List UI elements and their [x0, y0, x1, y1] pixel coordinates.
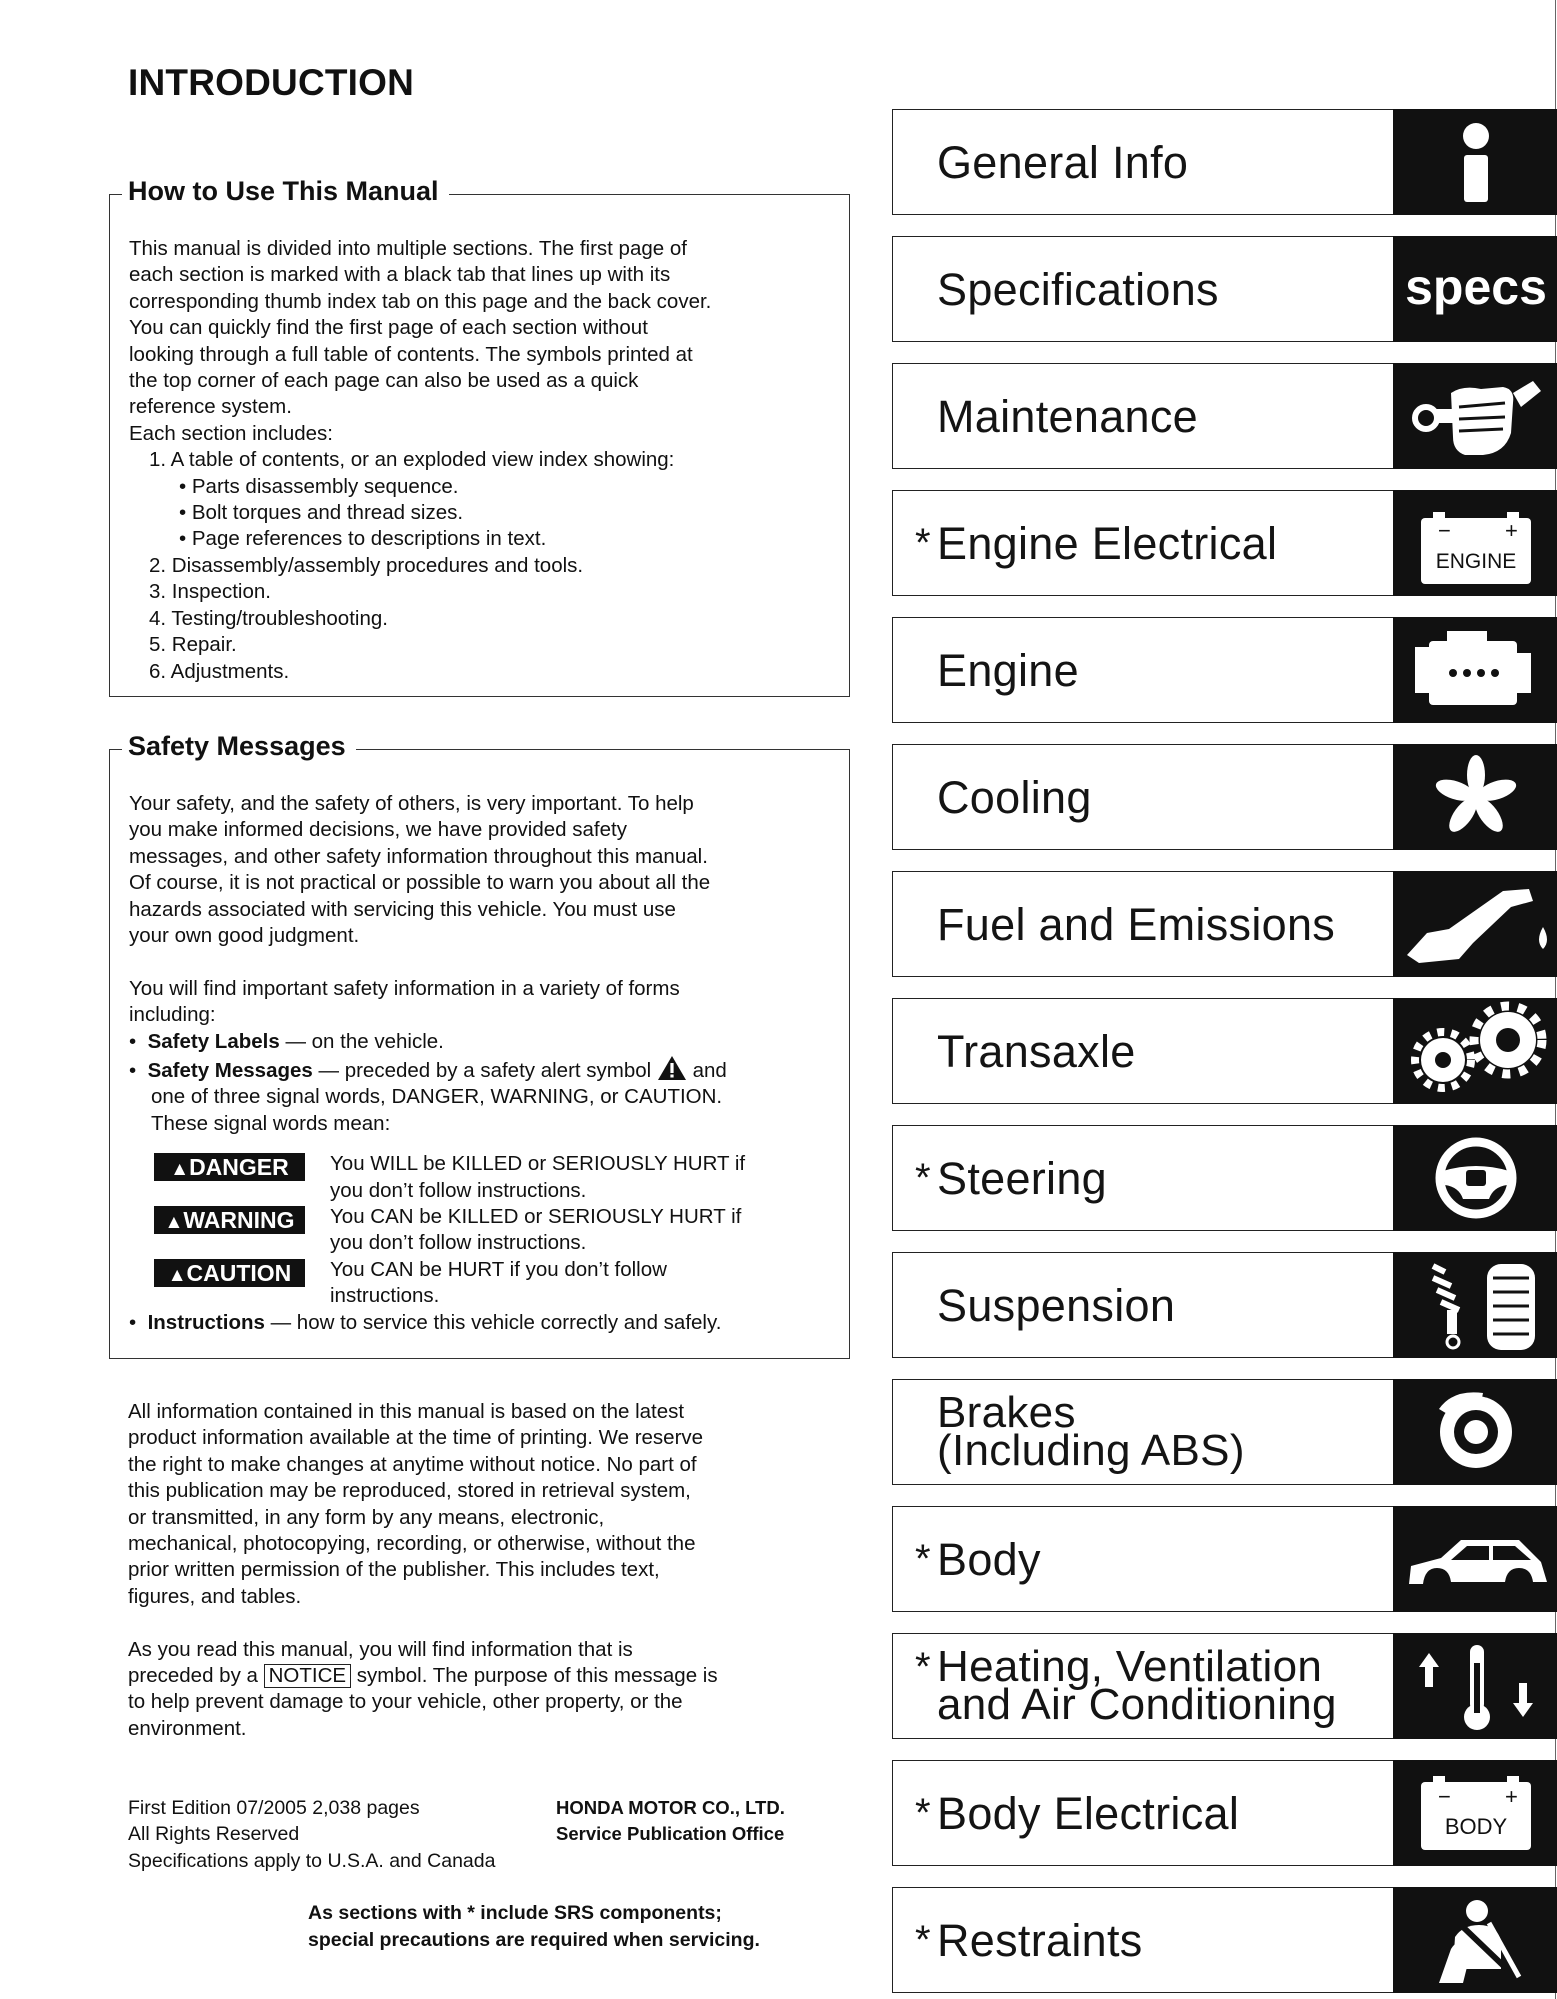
text-line: your own good judgment.	[129, 924, 360, 948]
tab-label: Transaxle	[937, 1025, 1136, 1077]
text-line: each section is marked with a black tab that lines up with its	[129, 263, 671, 287]
text-line: reference system.	[129, 395, 292, 419]
tab-general-info[interactable]	[892, 109, 1557, 215]
company-name: HONDA MOTOR CO., LTD.	[556, 1797, 785, 1818]
tab-body[interactable]	[892, 1506, 1557, 1612]
text-line: one of three signal words, DANGER, WARNING, or CAUTION.	[151, 1085, 723, 1109]
list-item: 3. Inspection.	[149, 580, 271, 604]
tab-specifications[interactable]	[892, 236, 1557, 342]
shock-tire-icon	[1393, 1252, 1557, 1358]
tab-engine[interactable]	[892, 617, 1557, 723]
list-sub-item: • Bolt torques and thread sizes.	[179, 501, 464, 525]
list-item: 6. Adjustments.	[149, 659, 290, 683]
text-line: looking through a full table of contents. The symbols printed at	[129, 342, 693, 366]
spec-note: Specifications apply to U.S.A. and Canada	[128, 1849, 496, 1872]
tab-label: Cooling	[937, 771, 1092, 823]
tab-label: Brakes	[937, 1388, 1076, 1437]
safety-alert-icon	[657, 1055, 687, 1081]
bullet-instructions: • Instructions — how to service this vehicle correctly and safely.	[129, 1310, 722, 1334]
signal-warning: ▲WARNING You CAN be KILLED or SERIOUSLY HURT if you don’t follow instructions.	[129, 1204, 839, 1257]
tab-restraints[interactable]	[892, 1887, 1557, 1993]
office-name: Service Publication Office	[556, 1823, 785, 1845]
notice-text: preceded by a NOTICE symbol. The purpose of this message is	[128, 1664, 718, 1688]
bullet-safety-labels: • Safety Labels — on the vehicle.	[129, 1029, 444, 1053]
notice-text: to help prevent damage to your vehicle, other property, or the	[128, 1690, 683, 1714]
tab-cooling[interactable]	[892, 744, 1557, 850]
tab-label: Engine Electrical	[937, 517, 1278, 569]
tab-label: Engine	[937, 644, 1079, 696]
text-line: These signal words mean:	[151, 1111, 391, 1135]
text-line: Each section includes:	[129, 421, 333, 445]
list-item: 5. Repair.	[149, 633, 237, 657]
tab-body-electrical[interactable]	[892, 1760, 1557, 1866]
srs-marker: *	[915, 1791, 931, 1835]
engine-icon-text: ENGINE	[1435, 549, 1517, 573]
tab-label: Fuel and Emissions	[937, 898, 1336, 950]
edition-footer	[128, 1795, 808, 1874]
text-line: corresponding thumb index tab on this page and the back cover.	[129, 289, 712, 313]
body-icon-text: BODY	[1444, 1813, 1508, 1839]
gears-icon	[1393, 998, 1557, 1104]
srs-marker: *	[915, 1645, 931, 1689]
tab-label-line2: and Air Conditioning	[937, 1680, 1337, 1729]
tab-label: Suspension	[937, 1279, 1176, 1331]
steering-wheel-icon	[1393, 1125, 1557, 1231]
safety-messages-section	[109, 731, 850, 1359]
tab-steering[interactable]	[892, 1125, 1557, 1231]
minus-sign: −	[1438, 1783, 1451, 1809]
tab-label: Heating, Ventilation	[937, 1642, 1323, 1691]
tab-brakes[interactable]	[892, 1379, 1557, 1485]
tab-label: Body	[937, 1533, 1041, 1585]
battery-engine-icon	[1393, 490, 1557, 596]
seatbelt-icon	[1393, 1887, 1557, 1993]
fan-icon	[1393, 744, 1557, 850]
text-line: the top corner of each page can also be used as a quick	[129, 369, 639, 393]
text-line: You can quickly find the first page of each section without	[129, 316, 648, 340]
page-title: INTRODUCTION	[128, 62, 415, 103]
caution-badge: ▲CAUTION	[154, 1259, 305, 1287]
signal-danger: ▲DANGER You WILL be KILLED or SERIOUSLY HURT if you don’t follow instructions.	[129, 1151, 839, 1204]
info-icon	[1393, 109, 1557, 215]
notice-badge: NOTICE	[264, 1664, 351, 1688]
notice-text: As you read this manual, you will find information that is	[128, 1637, 633, 1661]
specs-icon	[1393, 236, 1557, 342]
tab-hvac[interactable]	[892, 1633, 1557, 1739]
text-line: Of course, it is not practical or possible to warn you about all the	[129, 871, 711, 895]
tab-label: Specifications	[937, 263, 1219, 315]
tab-label-line2: (Including ABS)	[937, 1426, 1245, 1475]
how-to-use-heading: How to Use This Manual	[122, 174, 449, 208]
notice-text: environment.	[128, 1716, 247, 1740]
minus-sign: −	[1438, 517, 1451, 543]
plus-sign: +	[1505, 517, 1518, 543]
safety-messages-heading: Safety Messages	[122, 729, 356, 763]
list-item: 4. Testing/troubleshooting.	[149, 606, 388, 630]
srs-marker: *	[915, 1156, 931, 1200]
text-line: You will find important safety information in a variety of forms	[129, 976, 680, 1000]
text-line: This manual is divided into multiple sections. The first page of	[129, 237, 687, 260]
tab-label: Restraints	[937, 1914, 1143, 1966]
srs-marker: *	[915, 521, 931, 565]
edition-info: First Edition 07/2005 2,038 pages	[128, 1797, 420, 1819]
text-line: you make informed decisions, we have provided safety	[129, 818, 627, 842]
srs-note: As sections with * include SRS components; special precautions are required when servicing.	[308, 1902, 760, 1951]
tab-label: General Info	[937, 136, 1189, 188]
fuel-nozzle-icon	[1393, 871, 1557, 977]
list-sub-item: • Parts disassembly sequence.	[179, 474, 459, 498]
list-sub-item: • Page references to descriptions in text.	[179, 527, 547, 551]
srs-marker: *	[915, 1918, 931, 1962]
plus-sign: +	[1505, 1783, 1518, 1809]
tab-suspension[interactable]	[892, 1252, 1557, 1358]
srs-marker: *	[915, 1537, 931, 1581]
how-to-use-section	[109, 176, 850, 697]
specs-icon-text: specs	[1405, 258, 1547, 315]
wrench-hand-icon	[1393, 363, 1557, 469]
engine-icon	[1393, 617, 1557, 723]
tab-fuel-and-emissions[interactable]	[892, 871, 1557, 977]
car-body-icon	[1393, 1506, 1557, 1612]
battery-body-icon	[1393, 1760, 1557, 1866]
tab-transaxle[interactable]	[892, 998, 1557, 1104]
tab-label: Body Electrical	[937, 1787, 1240, 1839]
thermometer-icon	[1393, 1633, 1557, 1739]
text-line: including:	[129, 1003, 216, 1027]
tab-label: Maintenance	[937, 390, 1198, 442]
list-item: 2. Disassembly/assembly procedures and tools.	[149, 553, 584, 577]
tab-maintenance[interactable]	[892, 363, 1557, 469]
signal-caution: ▲CAUTION You CAN be HURT if you don’t follow instructions.	[129, 1257, 839, 1310]
tab-label: Steering	[937, 1152, 1108, 1204]
rights-info: All Rights Reserved	[128, 1823, 300, 1846]
text-line: messages, and other safety information throughout this manual.	[129, 844, 708, 868]
text-line: hazards associated with servicing this vehicle. You must use	[129, 897, 676, 921]
text-line: Your safety, and the safety of others, is very important. To help	[129, 792, 694, 815]
list-item: 1. A table of contents, or an exploded view index showing:	[149, 448, 675, 472]
warning-badge: ▲WARNING	[154, 1206, 305, 1234]
danger-badge: ▲DANGER	[154, 1153, 305, 1181]
disclaimer: All information contained in this manual is based on the latest product information available at the time of printing. We reserve the right to make changes at anytime without notice. No part of this publication may be reproduced, stored in retrieval system, or transmitted, in any form by any means, electronic, mechanical, photocopying, recording, or otherwise, without the prior written permission of the publisher. This includes text, figures, and tables. As you read this manual, you will find information that is preceded by a NOTICE symbol. The purpose of this message is to help prevent damage to your vehicle, other property, or the environment.	[128, 1399, 818, 1742]
bullet-safety-messages: • Safety Messages — preceded by a safety alert symbol and	[129, 1055, 839, 1084]
tab-engine-electrical[interactable]	[892, 490, 1557, 596]
brake-disc-icon	[1393, 1379, 1557, 1485]
